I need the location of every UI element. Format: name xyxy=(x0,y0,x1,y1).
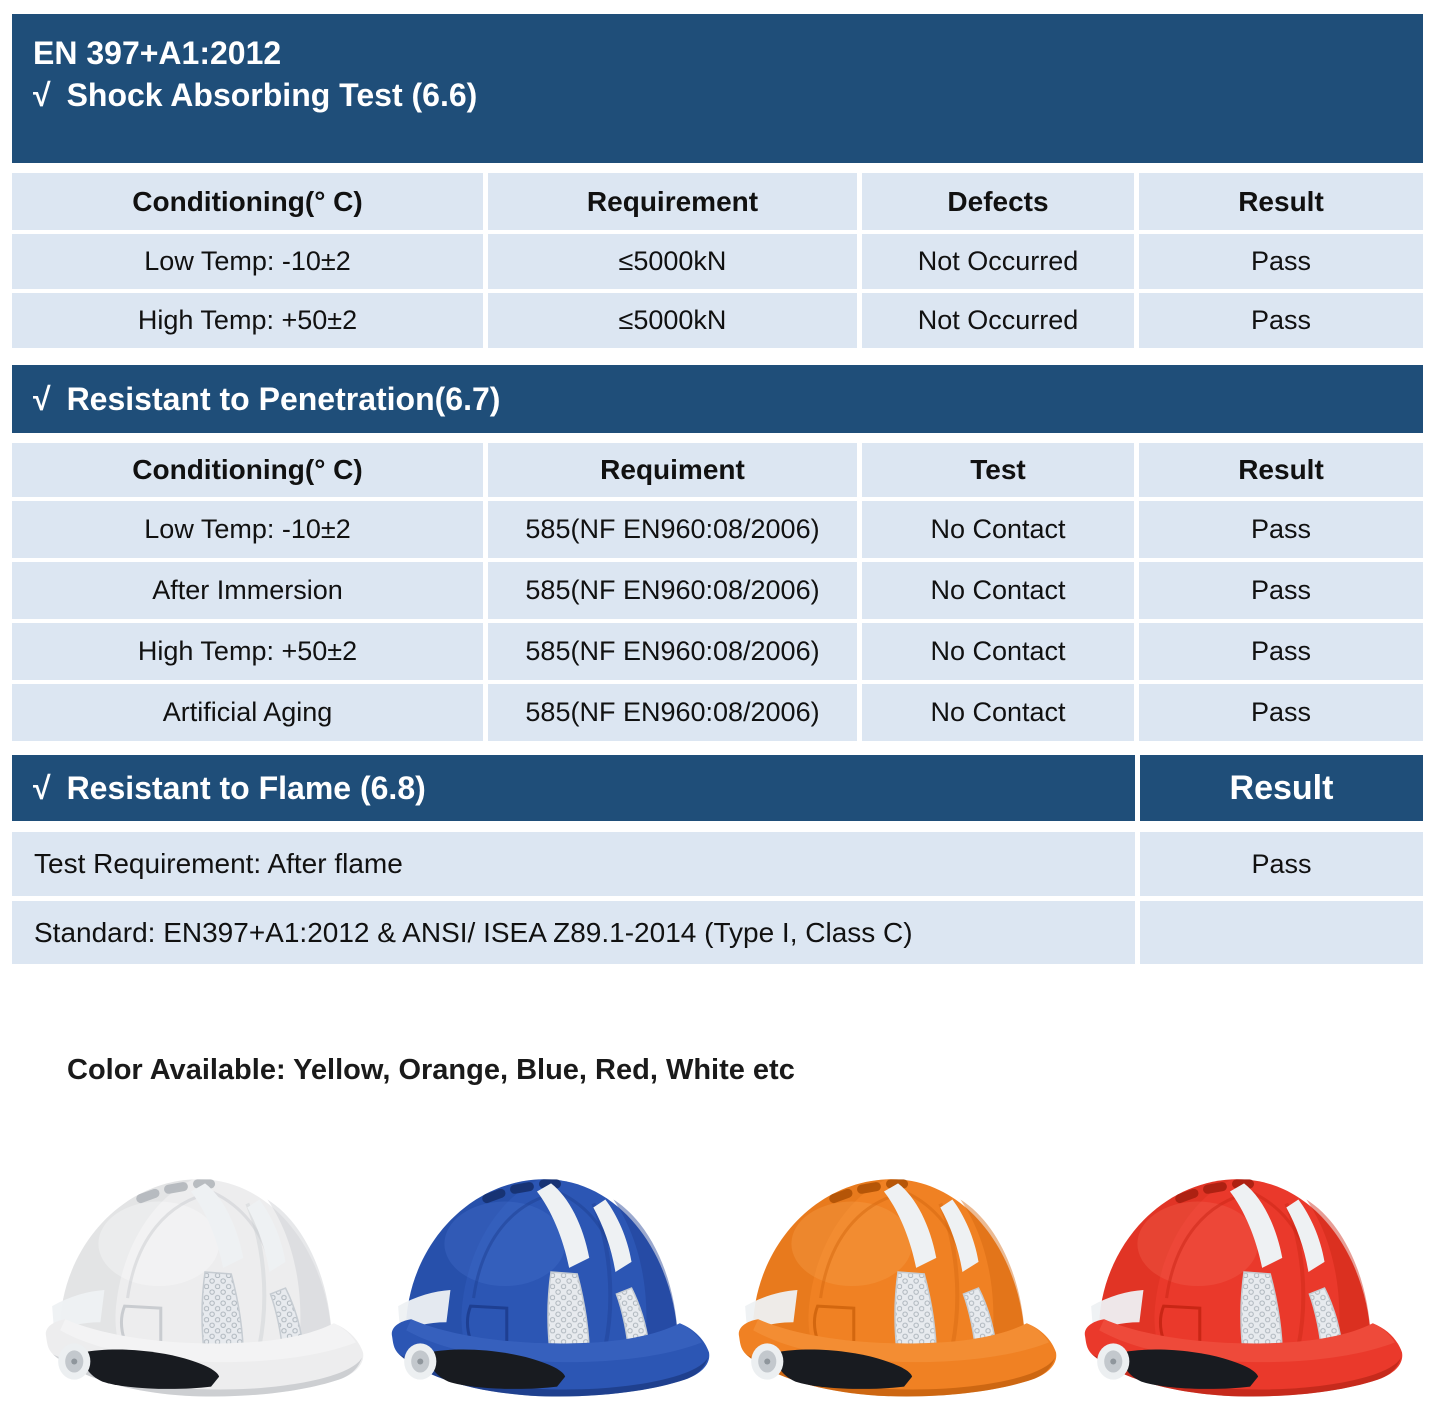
helmet-image-white xyxy=(32,1145,364,1417)
table-cell: No Contact xyxy=(862,501,1134,558)
helmet-image-orange xyxy=(725,1145,1057,1417)
shock-absorbing-test-title: √ Shock Absorbing Test (6.6) xyxy=(33,77,478,113)
flame-title: √ Resistant to Flame (6.8) xyxy=(12,755,1135,821)
table-cell: High Temp: +50±2 xyxy=(12,623,483,680)
column-header-result: Result xyxy=(1139,173,1423,230)
table-cell: Low Temp: -10±2 xyxy=(12,501,483,558)
penetration-banner xyxy=(12,365,1423,433)
table-cell: Artificial Aging xyxy=(12,684,483,741)
main-header-banner xyxy=(12,14,1423,163)
table-cell: Pass xyxy=(1140,832,1423,896)
table-cell: After Immersion xyxy=(12,562,483,619)
column-header-conditioning: Conditioning(° C) xyxy=(12,443,483,497)
table-cell: ≤5000kN xyxy=(488,293,857,348)
table-cell: Low Temp: -10±2 xyxy=(12,234,483,289)
column-header-test: Test xyxy=(862,443,1134,497)
column-header-defects: Defects xyxy=(862,173,1134,230)
table-cell: Not Occurred xyxy=(862,234,1134,289)
color-availability-note: Color Available: Yellow, Orange, Blue, Red, White etc xyxy=(67,1054,795,1086)
column-header-requirement: Requirement xyxy=(488,173,857,230)
table-cell: Not Occurred xyxy=(862,293,1134,348)
hard-hat-icon xyxy=(1071,1145,1403,1417)
table-cell: 585(NF EN960:08/2006) xyxy=(488,501,857,558)
hard-hat-icon xyxy=(32,1145,364,1417)
table-cell: High Temp: +50±2 xyxy=(12,293,483,348)
table-cell: Pass xyxy=(1139,684,1423,741)
table-cell: Pass xyxy=(1139,623,1423,680)
helmet-image-blue xyxy=(378,1145,710,1417)
table-cell: No Contact xyxy=(862,684,1134,741)
standard-title: EN 397+A1:2012 xyxy=(33,35,282,71)
table-cell: Test Requirement: After flame xyxy=(12,832,1135,896)
table-cell: 585(NF EN960:08/2006) xyxy=(488,562,857,619)
flame-table xyxy=(12,832,1423,964)
hard-hat-icon xyxy=(725,1145,1057,1417)
shock-absorbing-table xyxy=(12,173,1423,348)
table-cell: 585(NF EN960:08/2006) xyxy=(488,623,857,680)
table-cell: Standard: EN397+A1:2012 & ANSI/ ISEA Z89.1-2014 (Type I, Class C) xyxy=(12,901,1135,964)
helmet-images-row xyxy=(12,1145,1423,1417)
table-cell: 585(NF EN960:08/2006) xyxy=(488,684,857,741)
table-cell: No Contact xyxy=(862,562,1134,619)
helmet-image-red xyxy=(1071,1145,1403,1417)
table-cell: ≤5000kN xyxy=(488,234,857,289)
table-cell: Pass xyxy=(1139,562,1423,619)
penetration-table xyxy=(12,443,1423,741)
table-cell: Pass xyxy=(1139,293,1423,348)
column-header-requiment: Requiment xyxy=(488,443,857,497)
flame-result-header: Result xyxy=(1140,755,1423,821)
penetration-title: √ Resistant to Penetration(6.7) xyxy=(33,380,501,417)
table-cell xyxy=(1140,901,1423,964)
table-cell: Pass xyxy=(1139,234,1423,289)
column-header-result: Result xyxy=(1139,443,1423,497)
hard-hat-icon xyxy=(378,1145,710,1417)
table-cell: Pass xyxy=(1139,501,1423,558)
flame-banner-row xyxy=(12,755,1423,821)
table-cell: No Contact xyxy=(862,623,1134,680)
column-header-conditioning: Conditioning(° C) xyxy=(12,173,483,230)
